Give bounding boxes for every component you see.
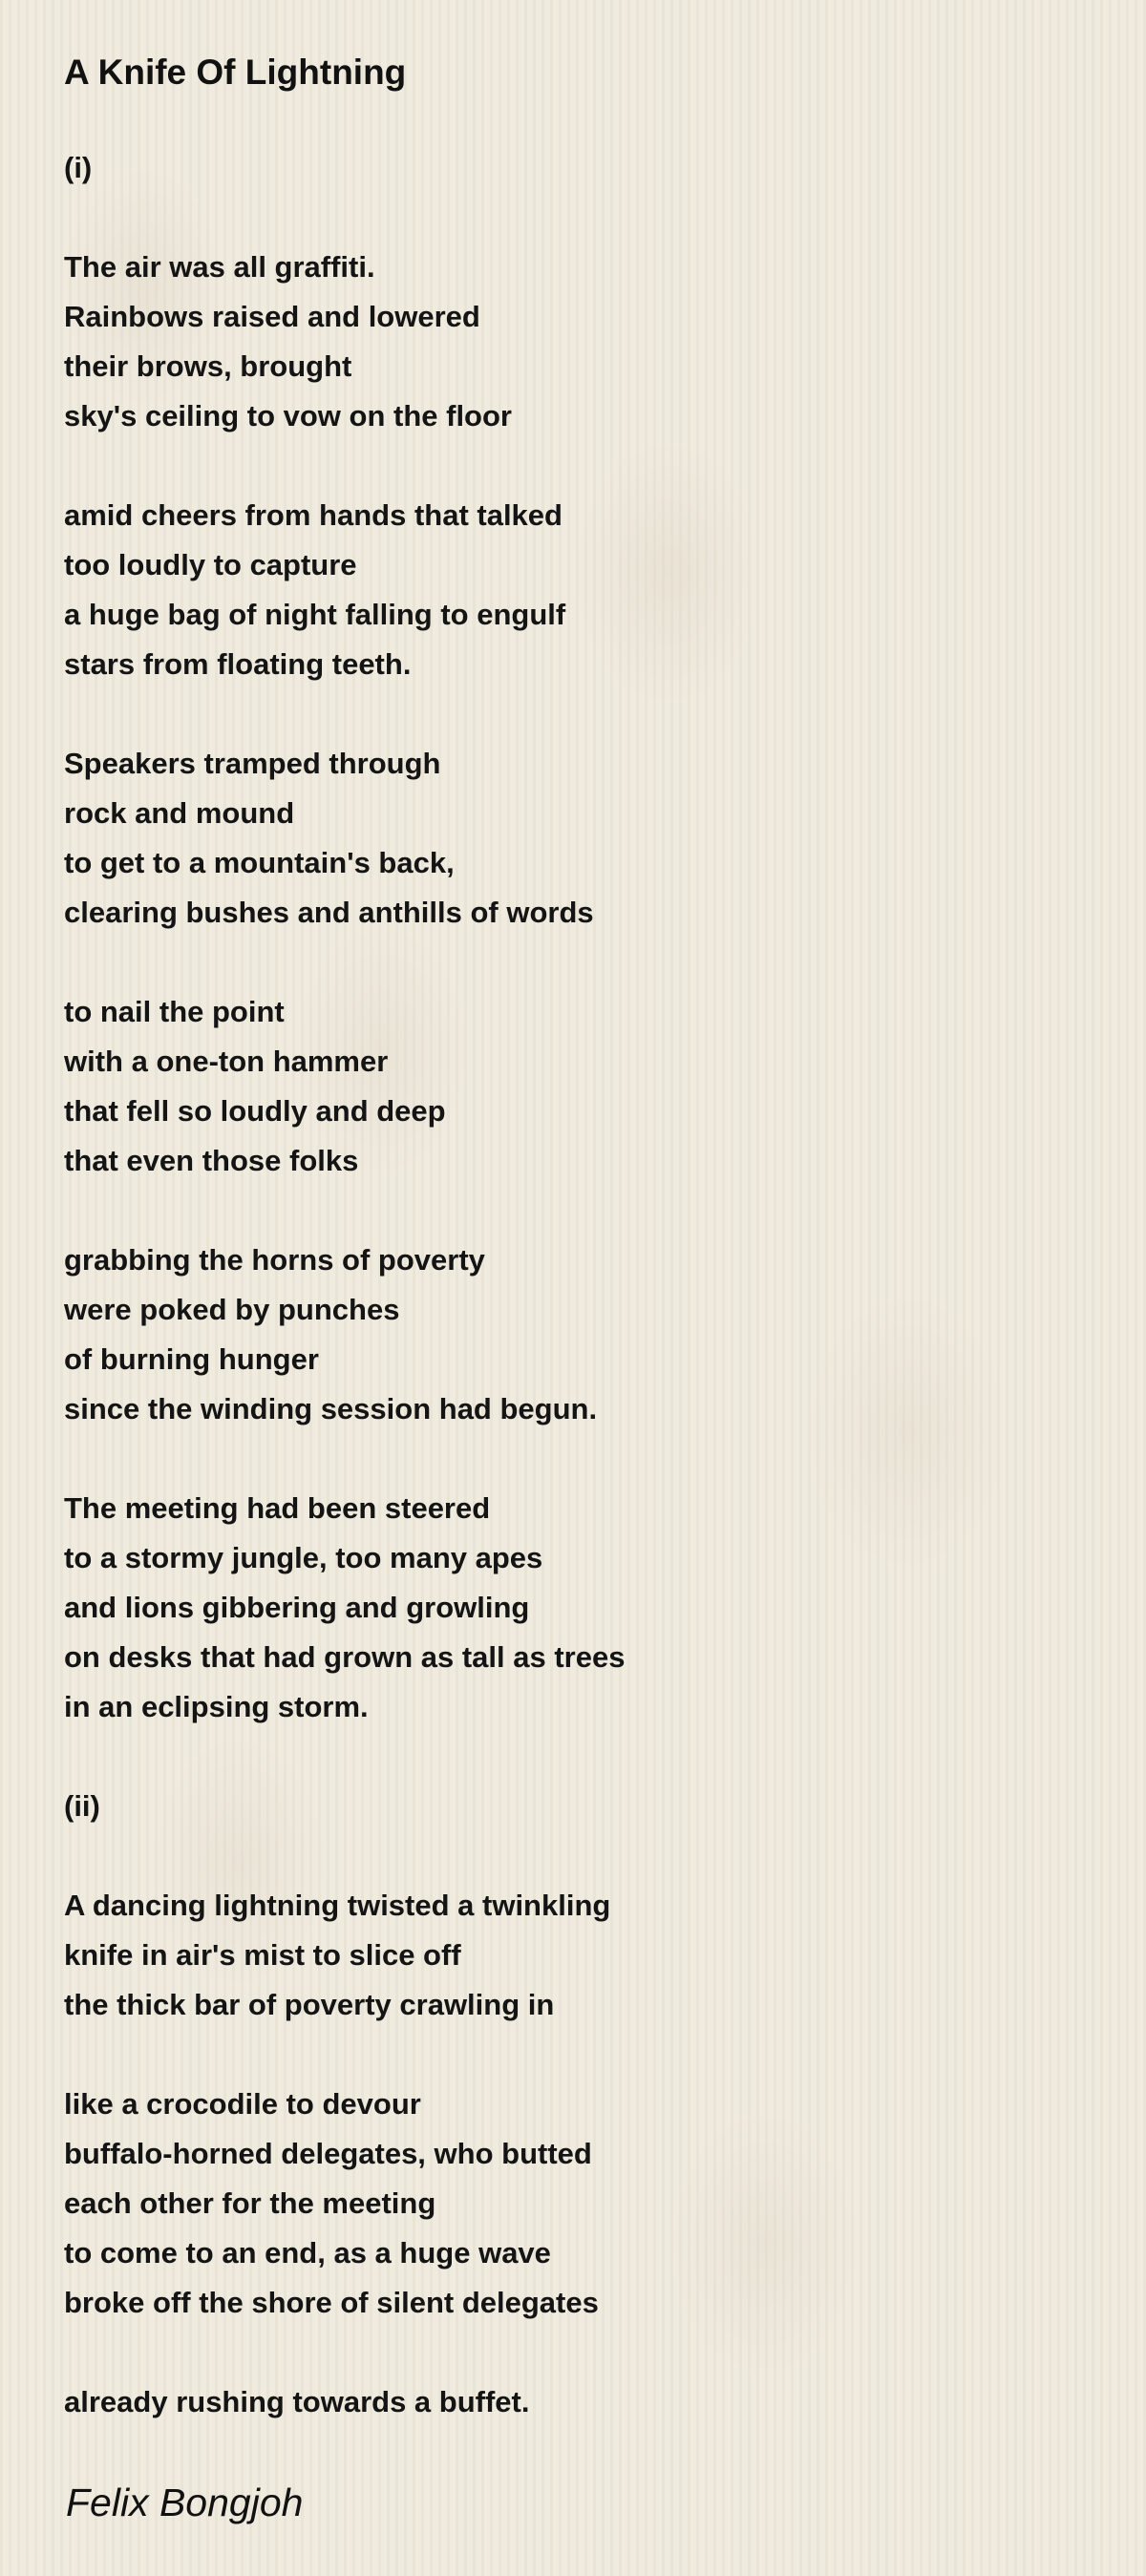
poem-line: Speakers tramped through (64, 747, 441, 780)
stanza (64, 2377, 1076, 2427)
poem-line: were poked by punches (64, 1293, 400, 1326)
poem-line: knife in air's mist to slice off (64, 1938, 461, 1972)
poem-line: each other for the meeting (64, 2186, 436, 2220)
poem-header (64, 50, 1076, 95)
section-heading-i (64, 143, 1076, 193)
poem-line: their brows, brought (64, 349, 352, 383)
poem-line: Rainbows raised and lowered (64, 300, 480, 333)
poem-line: grabbing the horns of poverty (64, 1243, 485, 1277)
stanza (64, 2080, 1076, 2328)
poem-line: and lions gibbering and growling (64, 1591, 530, 1624)
poem-line: to nail the point (64, 995, 285, 1028)
poem-line: stars from floating teeth. (64, 647, 412, 681)
section-heading-ii (64, 1782, 1076, 1831)
poem-line: amid cheers from hands that talked (64, 498, 562, 532)
poem-line: too loudly to capture (64, 548, 357, 581)
poem-line: sky's ceiling to vow on the floor (64, 399, 512, 433)
stanza (64, 739, 1076, 938)
poem-line: (i) (64, 151, 93, 184)
poem-line: rock and mound (64, 796, 295, 830)
poem-line: A dancing lightning twisted a twinkling (64, 1889, 611, 1922)
poem-line: the thick bar of poverty crawling in (64, 1988, 555, 2021)
poem-line: to come to an end, as a huge wave (64, 2236, 551, 2270)
stanza (64, 987, 1076, 1186)
poem-line: to get to a mountain's back, (64, 846, 455, 879)
poem-line: a huge bag of night falling to engulf (64, 598, 566, 631)
poem-line: on desks that had grown as tall as trees (64, 1640, 626, 1674)
stanza (64, 243, 1076, 441)
poem-line: broke off the shore of silent delegates (64, 2286, 599, 2319)
poem-line: already rushing towards a buffet. (64, 2385, 530, 2418)
stanza (64, 1881, 1076, 2030)
poem-line: The air was all graffiti. (64, 250, 375, 284)
poem-line: like a crocodile to devour (64, 2087, 421, 2121)
poem-line: The meeting had been steered (64, 1491, 491, 1525)
poem-line: in an eclipsing storm. (64, 1690, 369, 1723)
poem-line: clearing bushes and anthills of words (64, 896, 594, 929)
poem-line: that fell so loudly and deep (64, 1094, 446, 1128)
poem-body (64, 143, 1076, 2477)
stanza (64, 1484, 1076, 1732)
poem-line: with a one-ton hammer (64, 1045, 389, 1078)
stanza (64, 491, 1076, 689)
poem-line: of burning hunger (64, 1342, 319, 1376)
poem-line: (ii) (64, 1789, 100, 1823)
poem-line: that even those folks (64, 1144, 359, 1177)
poem-line: since the winding session had begun. (64, 1392, 598, 1425)
poem-author: Felix Bongjoh (66, 2481, 304, 2524)
poem-line: buffalo-horned delegates, who butted (64, 2137, 592, 2170)
poem-title: A Knife Of Lightning (64, 53, 407, 92)
poem-line: to a stormy jungle, too many apes (64, 1541, 543, 1574)
stanza (64, 1235, 1076, 1434)
